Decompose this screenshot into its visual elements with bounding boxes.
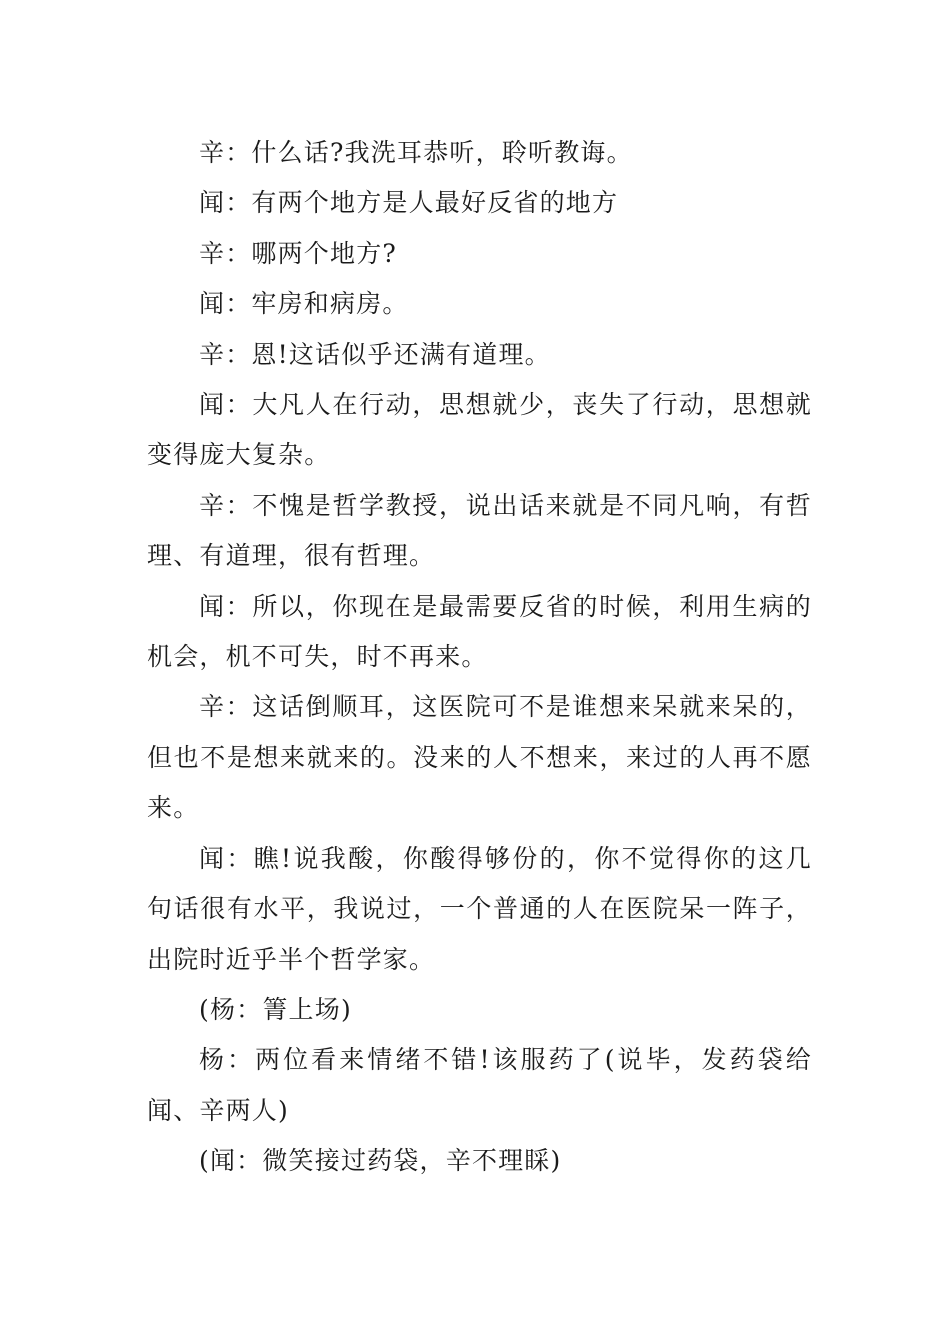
dialogue-line: 辛：哪两个地方? (199, 238, 398, 268)
dialogue-line: 闻：瞧!说我酸，你酸得够份的，你不觉得你的这几句话很有水平，我说过，一个普通的人在医院呆一阵子，出院时近乎半个哲学家。 (147, 843, 812, 974)
dialogue-text (147, 128, 812, 1187)
dialogue-line: 辛：什么话?我洗耳恭听，聆听教诲。 (199, 138, 633, 167)
stage-direction: (闻：微笑接过药袋，辛不理睬) (199, 1146, 562, 1176)
dialogue-line: 闻：有两个地方是人最好反省的地方 (199, 188, 619, 218)
dialogue-line: 辛：这话倒顺耳，这医院可不是谁想来呆就来呆的，但也不是想来就来的。没来的人不想来，来过的人再不愿来。 (147, 692, 812, 823)
dialogue-line: 辛：不愧是哲学教授，说出话来就是不同凡响，有哲理、有道理，很有哲理。 (147, 490, 812, 571)
dialogue-line: 闻：大凡人在行动，思想就少，丧失了行动，思想就变得庞大复杂。 (147, 390, 812, 470)
dialogue-line: 杨：两位看来情绪不错!该服药了(说毕，发药袋给闻、辛两人) (147, 1045, 812, 1125)
dialogue-line: 辛：恩!这话似乎还满有道理。 (199, 339, 551, 369)
dialogue-line: 闻：牢房和病房。 (199, 289, 409, 319)
stage-direction: (杨：箐上场) (199, 994, 352, 1024)
dialogue-line: 闻：所以，你现在是最需要反省的时候，利用生病的机会，机不可失，时不再来。 (147, 591, 812, 672)
